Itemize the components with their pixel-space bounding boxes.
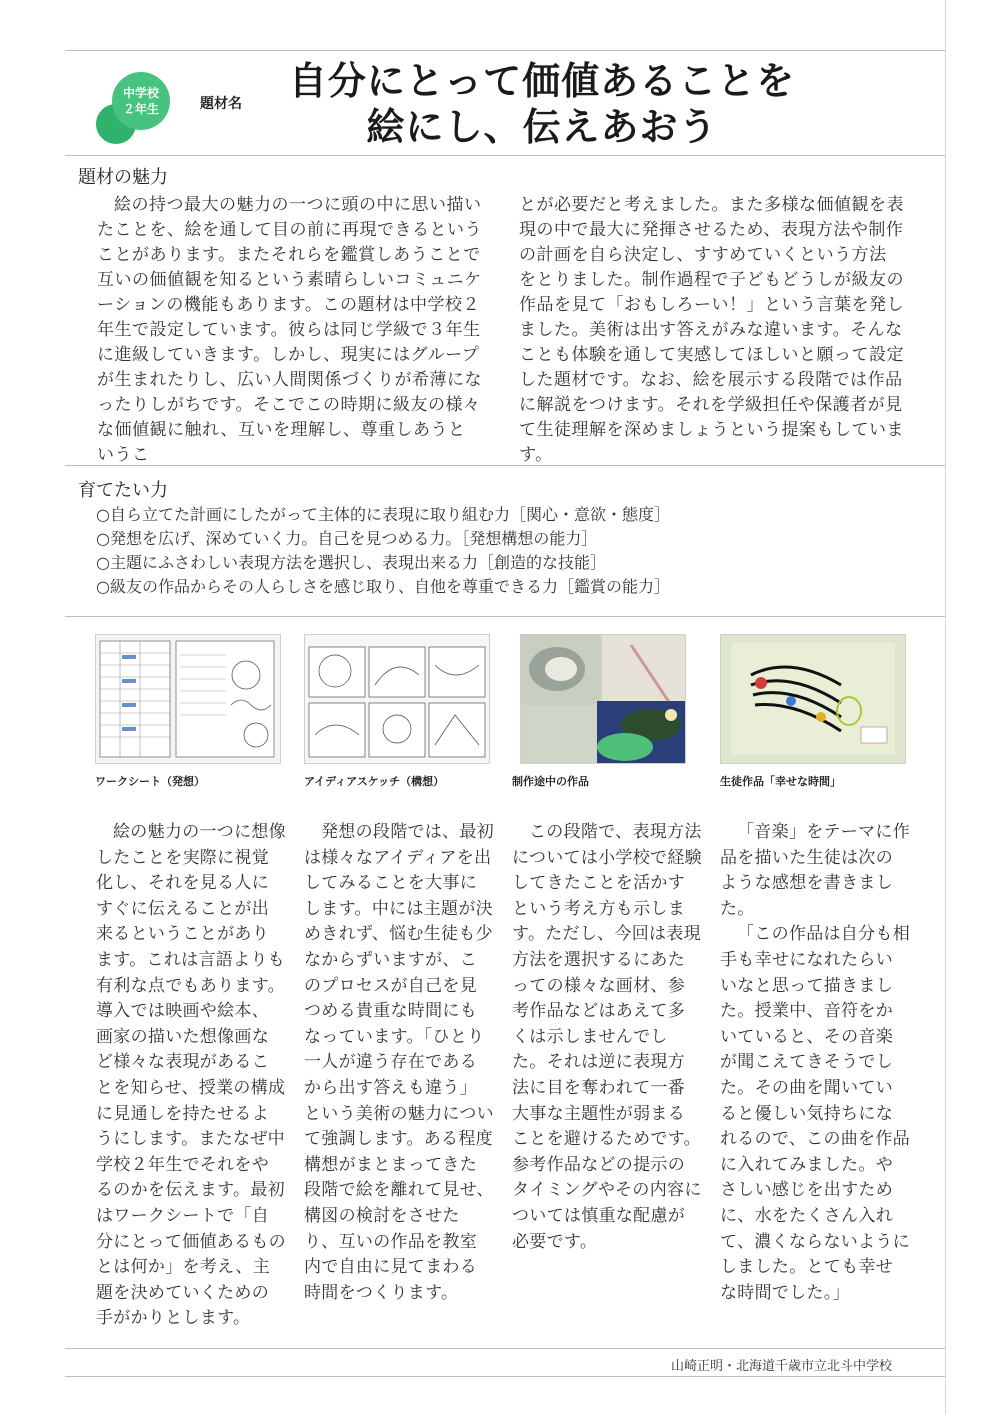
work-in-progress-caption: 制作途中の作品	[512, 775, 589, 788]
appeal-heading: 題材の魅力	[78, 167, 168, 188]
work-in-progress-photo	[520, 634, 686, 764]
student-work-caption: 生徒作品「幸せな時間」	[720, 775, 841, 788]
column-expression	[512, 820, 702, 1255]
column-paragraph: 発想の段階では、最初は様々なアイディアを出してみることを大事にします。中には主題が決めきれず、悩む生徒も少なからずいますが、このプロセスが自己を見つめる貴重な時間にもなっています。「ひとり一人が違う存在であるから出す答えも違う」という美術の魅力について強調します。ある程度構想がまとまってきた段階で絵を離れて見せ、構図の検討をさせたり、互いの作品を教室内で自由に見てまわる時間をつくります。	[304, 822, 494, 1303]
badge-circle	[112, 72, 170, 130]
badge-school-level: 中学校	[122, 86, 159, 100]
goals-heading: 育てたい力	[78, 480, 168, 501]
column-paragraph: 「音楽」をテーマに作品を描いた生徒は次のような感想を書きました。	[720, 822, 910, 919]
appeal-text-left	[97, 193, 482, 468]
student-work-photo	[720, 634, 906, 764]
column-paragraph: 「この作品は自分も相手も幸せになれたらいいなと思って描きました。授業中、音符をかいていると、その音楽が聞こえてきそうでした。その曲を聞いていると優しい気持ちになれるので、この曲を作品に入れてみました。やさしい感じを出すために、水をたくさん入れて、濃くならないようにしました。とても幸せな時間でした。」	[720, 924, 910, 1303]
worksheet-caption: ワークシート（発想）	[95, 775, 205, 788]
goal-item: ○発想を広げ、深めていく力。自己を見つめる力。［発想構想の能力］	[96, 529, 598, 548]
appeal-text-right	[519, 193, 904, 468]
author-credit: 山崎正明・北海道千歳市立北斗中学校	[670, 1359, 892, 1374]
appeal-paragraph-right: とが必要だと考えました。また多様な価値観を表現の中で最大に発揮させるため、表現方法や制作の計画を自ら決定し、すすめていくという方法をとりました。制作過程で子どもどうしが級友の作品を見て「おもしろーい！」という言葉を発しました。美術は出す答えがみな違います。そんなことも体験を通して実感してほしいと願って設定した題材です。なお、絵を展示する段階では作品に解説をつけます。それを学級担任や保護者が見て生徒理解を深めましょうという提案もしています。	[519, 195, 904, 465]
topic-label: 題材名	[200, 96, 242, 112]
page-title	[262, 58, 822, 150]
worksheet-photo	[95, 634, 281, 764]
column-introduction	[96, 820, 286, 1332]
idea-sketch-photo	[304, 634, 490, 764]
goals-rule	[65, 616, 945, 617]
title-line-1: 自分にとって価値あることを	[288, 59, 796, 103]
appeal-rule	[65, 465, 945, 466]
badge-grade: ２年生	[122, 102, 159, 116]
page-edge-line	[945, 0, 946, 1414]
idea-sketch-caption: アイディアスケッチ（構想）	[304, 775, 445, 788]
column-student-reflection	[720, 820, 910, 1306]
column-paragraph: 絵の魅力の一つに想像したことを実際に視覚化し、それを見る人にすぐに伝えることが出来るということがあります。これは言語よりも有利な点でもあります。導入では映画や絵本、画家の描いた想像画など様々な表現があることを知らせ、授業の構成に見通しを持たせるようにします。またなぜ中学校２年生でそれをやるのかを伝えます。最初はワークシートで「自分にとって価値あるものとは何か」を考え、主題を決めていくための手がかりとします。	[96, 822, 286, 1329]
column-ideation	[304, 820, 494, 1306]
goals-list	[96, 503, 670, 599]
grade-badge	[100, 72, 168, 138]
header-rule	[65, 155, 945, 156]
footer-rule-bottom	[65, 1376, 945, 1377]
goal-item: ○自ら立てた計画にしたがって主体的に表現に取り組む力［関心・意欲・態度］	[96, 505, 670, 524]
appeal-paragraph-left: 絵の持つ最大の魅力の一つに頭の中に思い描いたことを、絵を通して目の前に再現できるということがあります。またそれらを鑑賞しあうことで互いの価値観を知るという素晴らしいコミュニケーションの機能もあります。この題材は中学校２年生で設定しています。彼らは同じ学級で３年生に進級していきます。しかし、現実にはグループが生まれたりし、広い人間関係づくりが希薄になったりしがちです。そこでこの時期に級友の様々な価値観に触れ、互いを理解し、尊重しあうというこ	[97, 195, 482, 465]
goal-item: ○主題にふさわしい表現方法を選択し、表現出来る力［創造的な技能］	[96, 553, 606, 572]
goal-item: ○級友の作品からその人らしさを感じ取り、自他を尊重できる力［鑑賞の能力］	[96, 577, 670, 596]
title-line-2: 絵にし、伝えあおう	[366, 105, 718, 149]
top-rule	[65, 50, 945, 51]
footer-rule-top	[65, 1348, 945, 1349]
column-paragraph: この段階で、表現方法については小学校で経験してきたことを活かすという考え方も示します。ただし、今回は表現方法を選択するにあたっての様々な画材、参考作品などはあえて多くは示しませんでした。それは逆に表現方法に目を奪われて一番大事な主題性が弱まることを避けるためです。参考作品などの提示のタイミングやその内容については慎重な配慮が必要です。	[512, 822, 702, 1252]
